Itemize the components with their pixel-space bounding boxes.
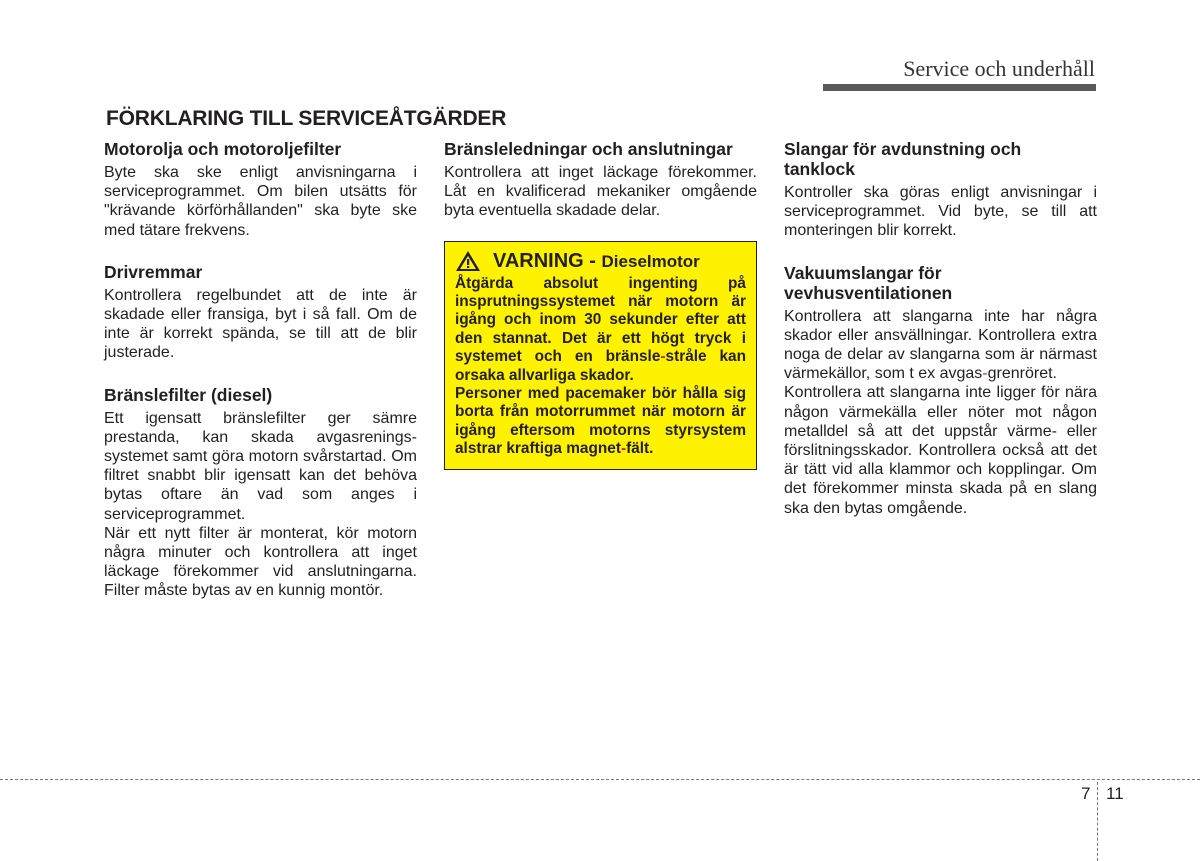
warning-text-1: Åtgärda absolut ingenting på insprutningssystemet när motorn är igång och inom 30 sekunder efter att den stannat. Det är ett högt tryck i systemet och en bränsle-stråle kan orsaka allvarliga skador. [455,274,746,384]
paragraph-vakuumslangar-1: Kontrollera att slangarna inte har några skador eller ansvällningar. Kontrollera extra noga de delar av slangarna som är närmast värmekällor, som t ex avgas-grenröret. [784,307,1097,383]
paragraph-bransle-filter-1: Ett igensatt bränslefilter ger sämre prestanda, kan skada avgasrenings-systemet samt göra motorn svårstartad. Om filtret snabbt blir igensatt kan det behöva bytas oftare än vad som anges i serviceprogrammet. [104,409,417,523]
chapter-title: Service och underhåll [903,56,1095,81]
heading-vakuumslangar: Vakuumslangar för vevhusventilationen [784,262,953,303]
warning-sublabel: Dieselmotor [601,251,700,271]
warning-text-2: Personer med pacemaker bör hålla sig borta från motorrummet när motorn är igång eftersom motorns styrsystem alstrar kraftiga magnet-fält. [455,385,746,458]
paragraph-bransle-filter-2: När ett nytt filter är monterat, kör motorn några minuter och kontrollera att inget läckage förekommer vid anslutningarna. Filter måste bytas av en kunnig montör. [104,524,417,600]
paragraph-drivremmar: Kontrollera regelbundet att de inte är skadade eller fransiga, byt i så fall. Om de inte är korrekt spända, se till att de blir justerade. [104,286,417,362]
warning-title [493,250,700,273]
paragraph-bransleledningar: Kontrollera att inget läckage förekommer. Låt en kvalificerad mekaniker omgående byta eventuella skadade delar. [444,164,757,220]
paragraph-slangar-avdunstning: Kontroller ska göras enligt anvisningar i serviceprogrammet. Vid byte, se till att monteringen blir korrekt. [784,184,1097,240]
heading-slangar-avdunstning: Slangar för avdunstning och tanklock [784,139,1022,179]
column-left [104,139,417,601]
page-number: 11 [1106,784,1124,803]
chapter-number: 7 [1081,784,1091,803]
warning-box [444,241,757,470]
heading-motorolja: Motorolja och motoroljefilter [104,139,342,159]
warning-label: VARNING - [493,249,596,272]
paragraph-motorolja: Byte ska ske enligt anvisningarna i serviceprogrammet. Om bilen utsätts för "krävande körförhållanden" ska byte ske med tätare frekvens. [104,164,417,239]
warning-header [455,250,746,273]
section-title: FÖRKLARING TILL SERVICEÅTGÄRDER [106,107,507,130]
column-middle [444,139,757,470]
warning-triangle-icon [455,250,481,272]
page-number-divider [1097,782,1098,861]
heading-bransle-filter: Bränslefilter (diesel) [104,384,273,405]
footer-rule [0,779,1200,780]
column-right [784,139,1097,518]
heading-bransleledningar: Bränsleledningar och anslutningar [444,139,733,159]
paragraph-vakuumslangar-2: Kontrollera att slangarna inte ligger för nära någon värmekälla eller nöter mot någon metalldel så att det uppstår värme- eller förslitningsskador. Kontrollera också att det är tätt vid alla klammor och kopplingar. Om det förekommer minsta skada på en slang ska den bytas omgående. [784,384,1097,517]
heading-drivremmar: Drivremmar [104,261,203,282]
header-rule [823,84,1096,91]
